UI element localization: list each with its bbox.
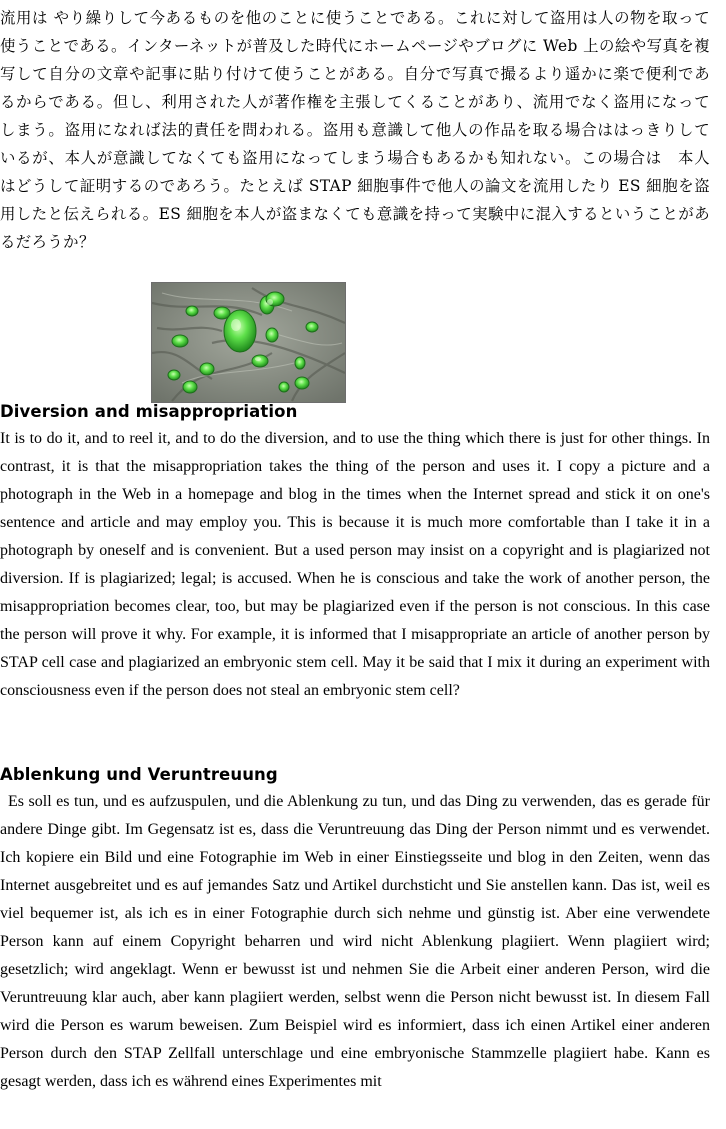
english-heading: Diversion and misappropriation — [0, 402, 298, 421]
german-paragraph: Es soll es tun, und es aufzuspulen, und die Ablenkung zu tun, und das Ding zu verwenden, das es gerade für andere Dinge gibt. Im Gegensatz ist es, dass die Veruntreuung das Ding der Person nimmt und es verwendet. Ich kopiere ein Bild und eine Fotographie im Web in einer Einstiegsseite und blog in den Zeiten, wenn das Internet ausgebreitet und es auf jemandes Satz und Artikel durchsticht und Sie anstellen kann. Das ist, weil es viel bequemer ist, als ich es in einer Fotographie durch sich nehme und günstig ist. Aber eine verwendete Person kann auf einem Copyright beharren und wird nicht Ablenkung plagiiert. Wenn plagiiert wird; gesetzlich; wird angeklagt. Wenn er bewusst ist und nehmen Sie die Arbeit einer anderen Person, wird die Veruntreuung klar auch, aber kann plagiiert werden, selbst wenn die Person nicht bewusst ist. In diesem Fall wird die Person es warum beweisen. Zum Beispiel wird es informiert, dass ich einen Artikel einer anderen Person durch den STAP Zellfall unterschlage und eine embryonische Stammzelle plagiiert habe. Kann es gesagt werden, dass ich es während eines Experimentes mit — [0, 793, 710, 1090]
japanese-paragraph: 流用は やり繰りして今あるものを他のことに使うことである。これに対して盗用は人の物を取って使うことである。インターネットが普及した時代にホームページやブログに Web 上の絵や写真を複写して自分の文章や記事に貼り付けて使うことがある。自分で写真で撮るより遥かに楽で便利であるからである。但し、利用された人が著作権を主張してくることがあり、流用でなく盗用になってしまう。盗用になれば法的責任を問われる。盗用も意識して他人の作品を取る場合ははっきりしているが、本人が意識してなくても盗用になってしまう場合もあるかも知れない。この場合は 本人はどうして証明するのであろう。たとえば STAP 細胞事件で他人の論文を流用したり ES 細胞を盗用したと伝えられる。ES 細胞を本人が盗まなくても意識を持って実験中に混入するということがあるだろうか？ — [0, 9, 710, 251]
english-paragraph: It is to do it, and to reel it, and to do the diversion, and to use the thing which there is just for other things. In contrast, it is that the misappropriation takes the thing of the person and uses it. I copy a picture and a photograph in the Web in a homepage and blog in the times when the Internet spread and stick it on one's sentence and article and may employ you. This is because it is much more comfortable than I take it in a photograph by oneself and is convenient. But a used person may insist on a copyright and is plagiarized not diversion. If is plagiarized; legal; is accused. When he is conscious and take the work of another person, the misappropriation becomes clear, too, but may be plagiarized even if the person is not conscious. In this case the person will prove it why. For example, it is informed that I misappropriate an article of another person by STAP cell case and plagiarized an embryonic stem cell. May it be said that I mix it during an experiment with consciousness even if the person does not steal an embryonic stem cell? — [0, 430, 710, 699]
fluorescent-cell-micrograph-icon — [152, 283, 345, 402]
german-heading: Ablenkung und Veruntreuung — [0, 765, 278, 784]
cell-micrograph-image — [151, 282, 346, 403]
